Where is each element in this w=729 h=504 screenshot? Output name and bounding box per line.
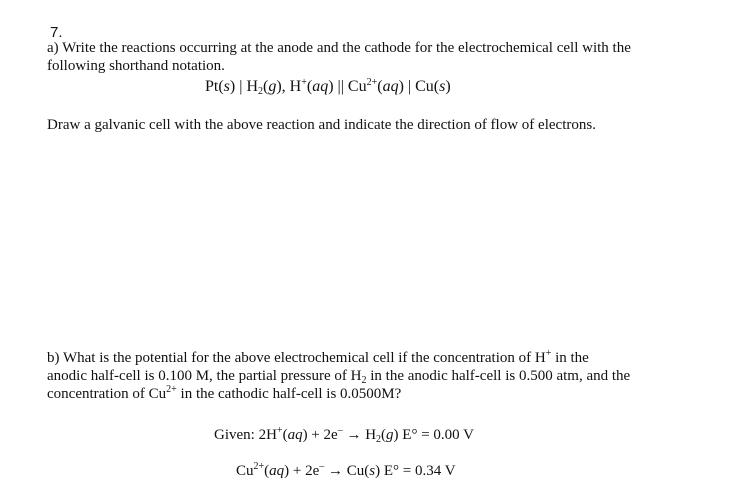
cell-shorthand-notation: Pt(s) | $H_2(g)$, H+(aq) || $Cu^{2+}(aq)$ | Cu(s)	[205, 77, 451, 97]
part-b-prompt-line-2: anodic half-cell is 0.100 M, the partial pressure of $H_2$ in the anodic half-cell is 0.500 atm, and the	[47, 368, 631, 386]
part-a-prompt-line-2: following shorthand notation.	[47, 58, 225, 74]
part-b-prompt-line-1: b) What is the potential for the above electrochemical cell if the concentration of H+ in the	[47, 348, 589, 366]
part-b-prompt-line-3: concentration of $Cu^{2+}$ in the cathodic half-cell is 0.0500M?	[47, 384, 402, 402]
given-equation-hydrogen: Given: $2H^+(aq) + 2e^- \to H_2(g) E^\circ = 0.00$ V	[214, 425, 474, 445]
given-equation-copper: $Cu^{2+}(aq) + 2e^- \to Cu(s) E^\circ = 0.34$ V	[236, 461, 456, 479]
part-a-instruction: Draw a galvanic cell with the above reaction and indicate the direction of flow of electrons.	[47, 117, 596, 133]
question-number: 7.	[50, 24, 63, 41]
part-a-prompt-line-1: a) Write the reactions occurring at the anode and the cathode for the electrochemical cell with the	[47, 40, 631, 56]
